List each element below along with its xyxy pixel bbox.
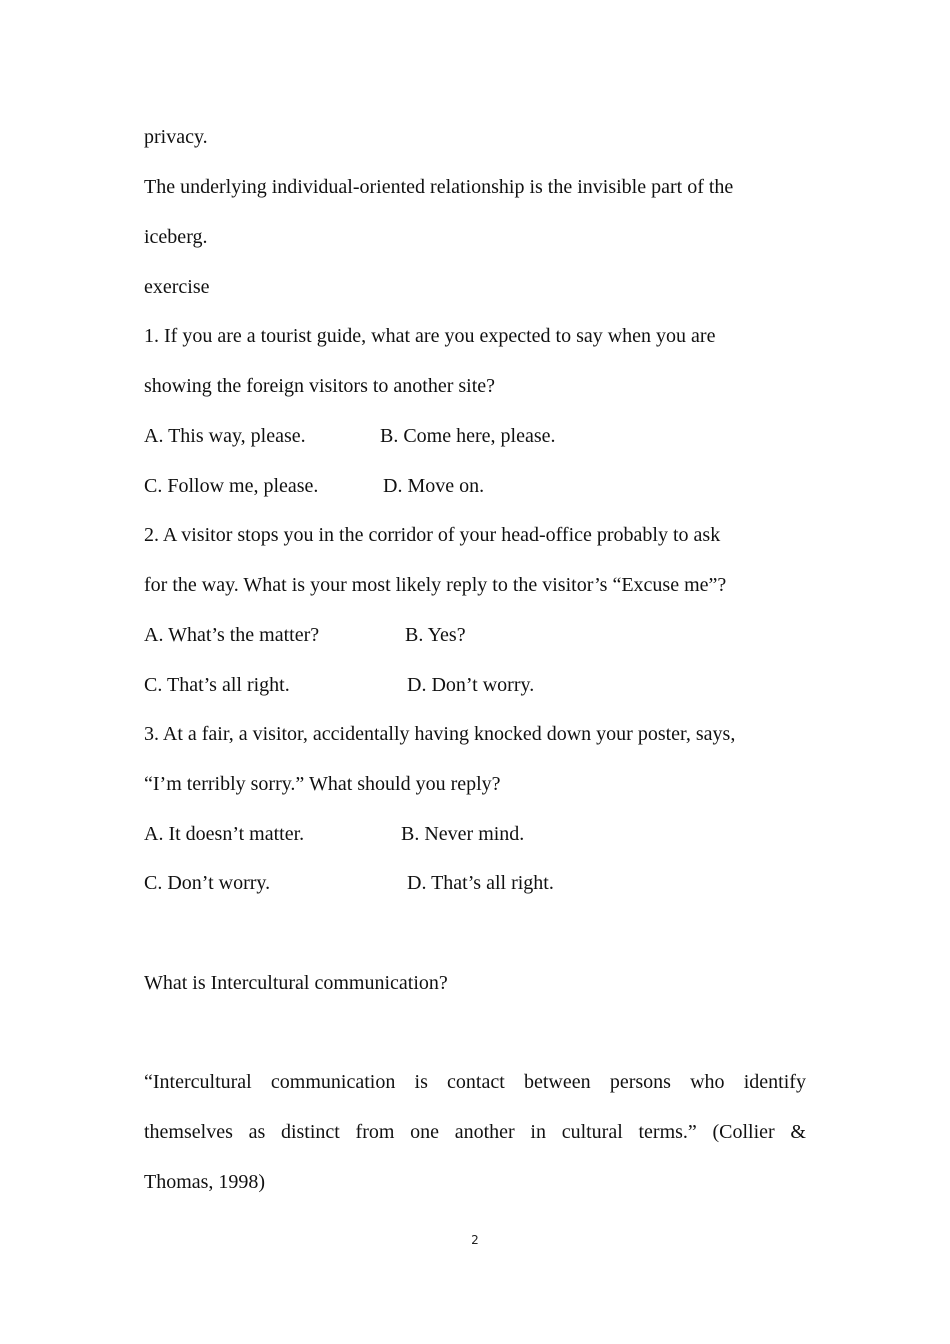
question-2-option-b: B. Yes? bbox=[405, 624, 466, 646]
question-3-line-1: 3. At a fair, a visitor, accidentally having knocked down your poster, says, bbox=[144, 723, 736, 745]
question-1-option-a: A. This way, please. bbox=[144, 425, 306, 447]
question-1-line-1: 1. If you are a tourist guide, what are you expected to say when you are bbox=[144, 325, 716, 347]
question-1-option-d: D. Move on. bbox=[383, 475, 485, 497]
exercise-heading: exercise bbox=[144, 276, 210, 298]
question-1-option-c: C. Follow me, please. bbox=[144, 475, 319, 497]
underlying-line-2: iceberg. bbox=[144, 226, 208, 248]
quote-word: cultural bbox=[561, 1121, 623, 1143]
quote-word: who bbox=[690, 1071, 725, 1093]
quote-word: in bbox=[530, 1121, 546, 1143]
question-3-line-2: “I’m terribly sorry.” What should you reply? bbox=[144, 773, 501, 795]
question-3-option-b: B. Never mind. bbox=[401, 823, 525, 845]
question-2-option-d: D. Don’t worry. bbox=[407, 674, 535, 696]
quote-word: persons bbox=[609, 1071, 671, 1093]
page-number: 2 bbox=[471, 1233, 479, 1247]
quote-word: as bbox=[248, 1121, 266, 1143]
question-2-option-a: A. What’s the matter? bbox=[144, 624, 320, 646]
quote-word: contact bbox=[447, 1071, 505, 1093]
quote-word: terms.” bbox=[638, 1121, 697, 1143]
question-1-option-b: B. Come here, please. bbox=[380, 425, 556, 447]
question-3-option-a: A. It doesn’t matter. bbox=[144, 823, 305, 845]
quote-word: from bbox=[355, 1121, 395, 1143]
question-2-line-1: 2. A visitor stops you in the corridor of your head-office probably to ask bbox=[144, 524, 721, 546]
quote-word: communication bbox=[270, 1071, 396, 1093]
quote-word: one bbox=[410, 1121, 440, 1143]
quote-word: between bbox=[523, 1071, 591, 1093]
quote-word: & bbox=[790, 1121, 806, 1143]
quote-word: distinct bbox=[280, 1121, 340, 1143]
intercultural-question: What is Intercultural communication? bbox=[144, 972, 448, 994]
underlying-line-1: The underlying individual-oriented relationship is the invisible part of the bbox=[144, 176, 734, 198]
quote-word: identify bbox=[743, 1071, 806, 1093]
quote-word: themselves bbox=[144, 1121, 233, 1143]
privacy-text: privacy. bbox=[144, 126, 208, 148]
quote-word: another bbox=[454, 1121, 515, 1143]
quote-line-1 bbox=[144, 1069, 806, 1095]
quote-line-3: Thomas, 1998) bbox=[144, 1171, 266, 1193]
question-2-option-c: C. That’s all right. bbox=[144, 674, 290, 696]
question-2-line-2: for the way. What is your most likely reply to the visitor’s “Excuse me”? bbox=[144, 574, 727, 596]
question-3-option-c: C. Don’t worry. bbox=[144, 872, 271, 894]
quote-word: (Collier bbox=[712, 1121, 775, 1143]
quote-line-2 bbox=[144, 1119, 806, 1145]
question-1-line-2: showing the foreign visitors to another site? bbox=[144, 375, 496, 397]
quote-word: is bbox=[414, 1071, 428, 1093]
question-3-option-d: D. That’s all right. bbox=[407, 872, 554, 894]
quote-word: “Intercultural bbox=[144, 1071, 252, 1093]
